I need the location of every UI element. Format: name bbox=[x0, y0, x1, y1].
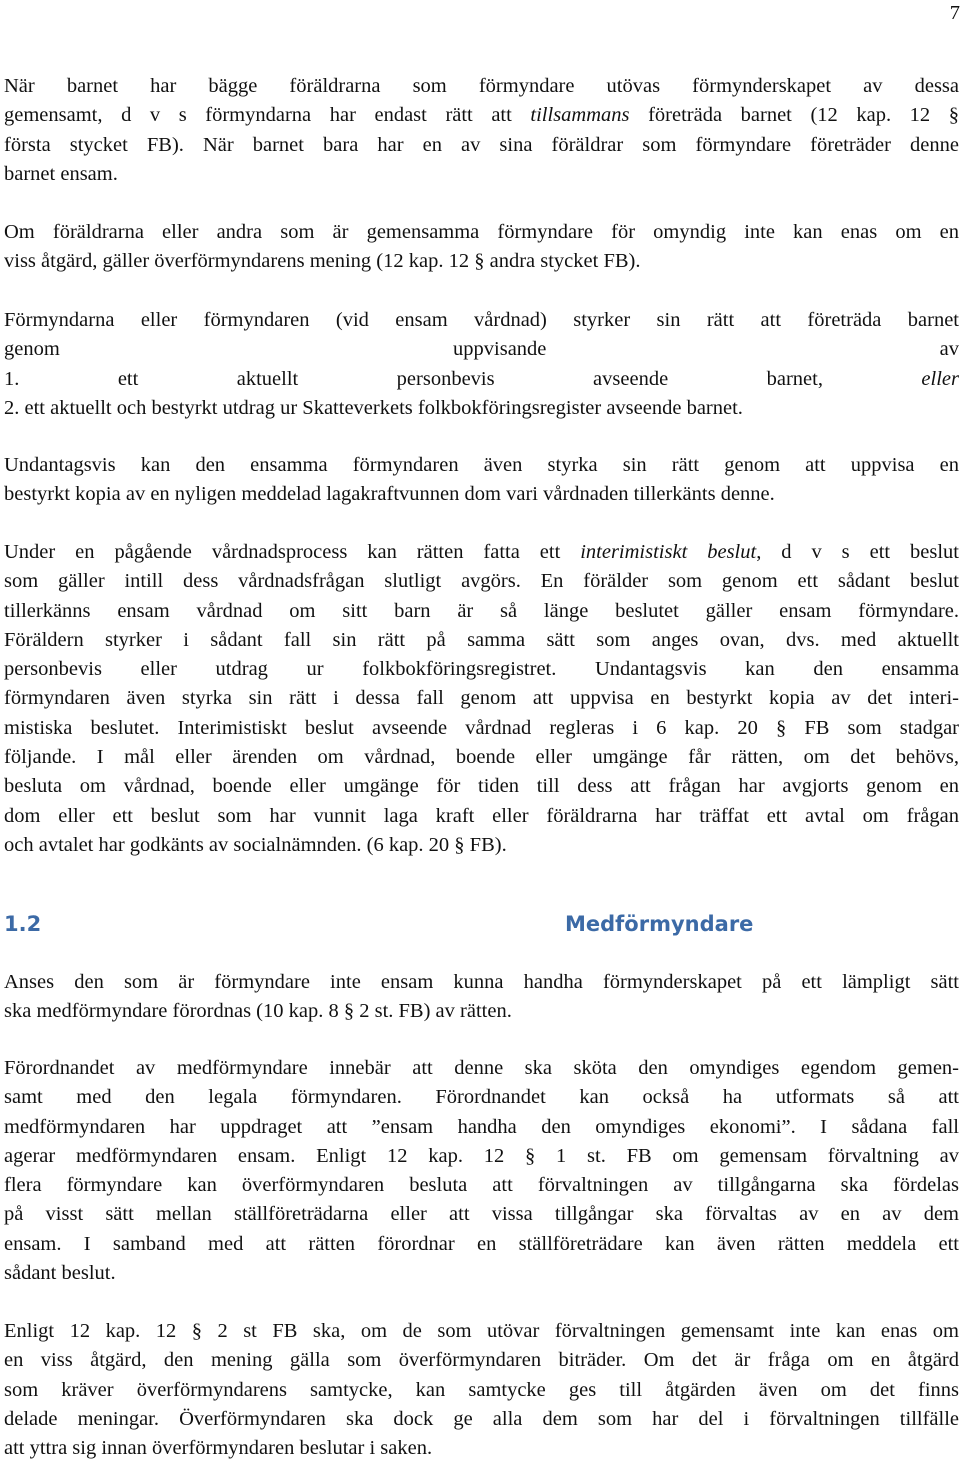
text-line: viss åtgärd, gäller överförmyndarens mening (12 kap. 12 § andra stycket FB). bbox=[4, 250, 641, 273]
text-line: medförmyndaren har uppdraget att ”ensam handha den omyndiges ekonomi”. I sådana fall bbox=[4, 1115, 959, 1138]
text-line: första stycket FB). När barnet bara har en av sina föräldrar som förmyndare företräder denne bbox=[4, 133, 959, 156]
text-line: genom uppvisande av bbox=[4, 338, 959, 361]
text-line: Undantagsvis kan den ensamma förmyndaren även styrka sin rätt genom att uppvisa en bbox=[4, 454, 959, 476]
text-line: på visst sätt mellan ställföreträdarna eller att vissa tillgångar ska förvaltas av en av dem bbox=[4, 1203, 959, 1226]
text-line: samt med den legala förmyndaren. Förordnandet kan också ha utformats så att bbox=[4, 1086, 959, 1109]
text-line: Under en pågående vårdnadsprocess kan rätten fatta ett interimistiskt beslut, d v s ett beslut bbox=[4, 541, 960, 563]
text-line: mistiska beslutet. Interimistiskt beslut avseende vårdnad regleras i 6 kap. 20 § FB som stadgar bbox=[4, 716, 959, 739]
text-line: dom eller ett beslut som har vunnit laga kraft eller föräldrarna har träffat ett avtal om frågan bbox=[4, 804, 959, 827]
text-line: som kräver överförmyndarens samtycke, kan samtycke ges till åtgärden även om det finns bbox=[4, 1378, 959, 1401]
text-line: ensam. I samband med att rätten förordnar en ställföreträdare kan även rätten meddela ett bbox=[4, 1232, 959, 1255]
page-number: 7 bbox=[949, 2, 960, 24]
text-line: och avtalet har godkänts av socialnämnden. (6 kap. 20 § FB). bbox=[4, 833, 507, 856]
text-line: som gäller intill dess vårdnadsfrågan slutligt avgörs. En förälder som genom ett sådant beslut bbox=[4, 570, 959, 593]
paragraph bbox=[4, 538, 959, 860]
text-line: besluta om vårdnad, boende eller umgänge för tiden till dess att frågan har avgjorts genom en bbox=[4, 775, 959, 798]
text-line: Förmyndarna eller förmyndaren (vid ensam vårdnad) styrker sin rätt att företräda barnet bbox=[4, 309, 959, 331]
paragraph bbox=[4, 218, 959, 277]
text-line: barnet ensam. bbox=[4, 162, 118, 185]
paragraph bbox=[4, 451, 959, 510]
text-line: 2. ett aktuellt och bestyrkt utdrag ur Skatteverkets folkbokföringsregister avseende barnet. bbox=[4, 396, 743, 419]
section-number: 1.2 bbox=[4, 912, 42, 936]
paragraph bbox=[4, 1054, 959, 1288]
text-line: sådant beslut. bbox=[4, 1262, 116, 1285]
text-line: Enligt 12 kap. 12 § 2 st FB ska, om de som utövar förvaltningen gemensamt inte kan enas om bbox=[4, 1320, 959, 1342]
paragraph bbox=[4, 968, 959, 1027]
text-line: Förordnandet av medförmyndare innebär att denne ska sköta den omyndiges egendom gemen- bbox=[4, 1057, 959, 1079]
text-line: personbevis eller utdrag ur folkbokföringsregistret. Undantagsvis kan den ensamma bbox=[4, 658, 959, 681]
text-line: När barnet har bägge föräldrarna som förmyndare utövas förmynderskapet av dessa bbox=[4, 75, 959, 97]
text-line: tillerkänns ensam vårdnad om sitt barn är så länge beslutet gäller ensam förmyndare. bbox=[4, 599, 959, 622]
text-line: förmyndaren även styrka sin rätt i dessa fall genom att uppvisa en bestyrkt kopia av det interi- bbox=[4, 687, 959, 710]
text-line: Anses den som är förmyndare inte ensam kunna handha förmynderskapet på ett lämpligt sätt bbox=[4, 971, 959, 993]
text-line: agerar medförmyndaren ensam. Enligt 12 kap. 12 § 1 st. FB om gemensam förvaltning av bbox=[4, 1144, 959, 1167]
text-line: delade meningar. Överförmyndaren ska dock ge alla dem som har del i förvaltningen tillfälle bbox=[4, 1407, 959, 1430]
section-heading bbox=[4, 906, 959, 942]
paragraph bbox=[4, 306, 959, 423]
text-line: följande. I mål eller ärenden om vårdnad, boende eller umgänge får rätten, om det behövs, bbox=[4, 746, 959, 769]
paragraph bbox=[4, 72, 959, 189]
text-line: Föräldern styrker i sådant fall sin rätt på samma sätt som anges ovan, dvs. med aktuellt bbox=[4, 628, 959, 651]
text-line: gemensamt, d v s förmyndarna har endast rätt att tillsammans företräda barnet (12 kap. 12 § bbox=[4, 104, 959, 127]
text-line: ska medförmyndare förordnas (10 kap. 8 § 2 st. FB) av rätten. bbox=[4, 1000, 512, 1023]
text-line: en viss åtgärd, den mening gälla som överförmyndaren biträder. Om det är fråga om en åtgärd bbox=[4, 1349, 959, 1372]
text-line: 1. ett aktuellt personbevis avseende barnet, eller bbox=[4, 367, 959, 390]
paragraph bbox=[4, 1317, 959, 1463]
text-line: Om föräldrarna eller andra som är gemensamma förmyndare för omyndig inte kan enas om en bbox=[4, 221, 959, 243]
text-line: att yttra sig innan överförmyndaren beslutar i saken. bbox=[4, 1437, 433, 1460]
section-title: Medförmyndare bbox=[565, 912, 754, 936]
text-line: flera förmyndare kan överförmyndaren besluta att förvaltningen av tillgångarna ska fördelas bbox=[4, 1174, 959, 1197]
text-line: bestyrkt kopia av en nyligen meddelad lagakraftvunnen dom vari vårdnaden tillerkänts denne. bbox=[4, 483, 775, 506]
